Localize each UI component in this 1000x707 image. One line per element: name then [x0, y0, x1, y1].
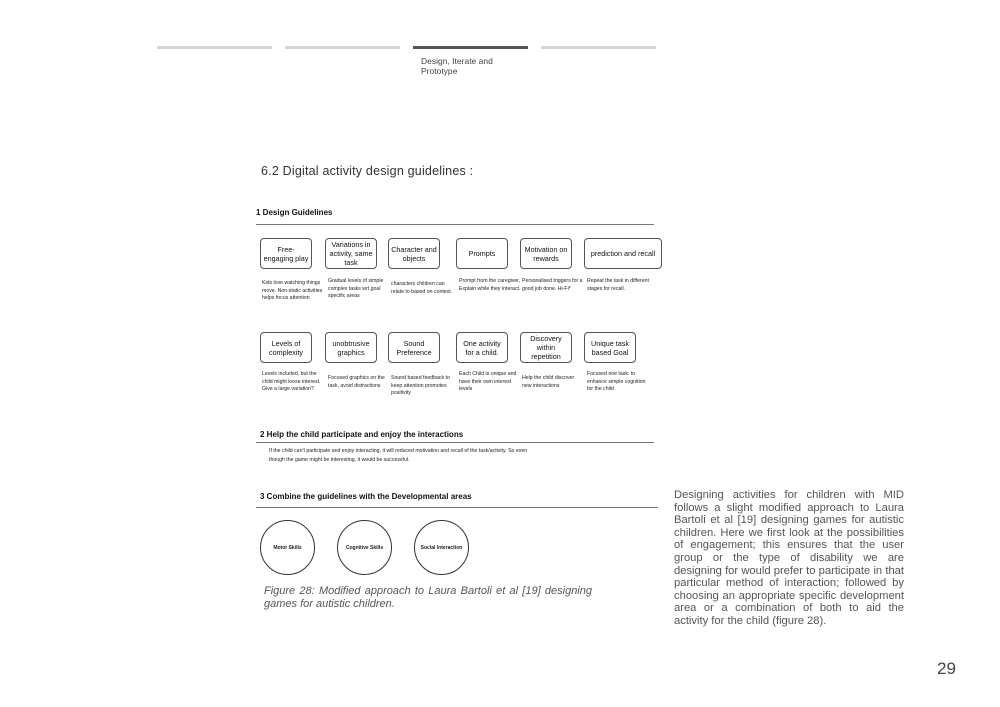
- guideline-description: Each Child is unique and have their own interest levels: [459, 371, 517, 393]
- guideline-card: One activity for a child.: [456, 332, 508, 363]
- guideline-card: Levels of complexity: [260, 332, 312, 363]
- help-text: If the child can't participate and enjoy interacting, it will reduced motivation and recall of the task/activity. So even though the game might be interesting, it would be successful.: [269, 448, 528, 463]
- guideline-description: Prompt from the caregiver, Explain while they interact.: [459, 278, 521, 292]
- guideline-card: Sound Preference: [388, 332, 440, 363]
- developmental-area-circle: Social Interaction: [414, 520, 469, 575]
- guideline-description: Focused graphics on the task, avoid distractions: [328, 375, 385, 389]
- guideline-description: Repeat the task in different stages for recall.: [587, 278, 649, 292]
- figure-caption: Figure 28: Modified approach to Laura Bartoli et al [19] designing games for autistic children.: [264, 585, 592, 610]
- guideline-card: Unique task based Goal: [584, 332, 636, 363]
- guideline-description: Gradual levels of simple complex tasks wrt goal specific areas: [328, 278, 384, 300]
- guideline-card: Variations in activity, same task: [325, 238, 377, 269]
- figure-heading-1: 1 Design Guidelines: [256, 208, 333, 217]
- page-number: 29: [937, 659, 956, 678]
- section-title: 6.2 Digital activity design guidelines :: [261, 164, 474, 178]
- guideline-card: Prompts: [456, 238, 508, 269]
- figure-heading-3: 3 Combine the guidelines with the Developmental areas: [260, 492, 472, 501]
- guideline-card: unobtrusive graphics: [325, 332, 377, 363]
- developmental-area-circle: Motor Skills: [260, 520, 315, 575]
- guideline-description: Focused one task. to enhance simple cognition for the child: [587, 371, 646, 393]
- divider: [256, 507, 658, 508]
- active-step-label: Design, Iterate and Prototype: [421, 56, 493, 76]
- progress-step-3-active: [413, 46, 528, 49]
- guideline-description: Sound based feedback to keep attention promotes positivity: [391, 375, 450, 397]
- guideline-description: characters children can relate to based on context.: [391, 281, 453, 295]
- guideline-card: Discovery within repetition: [520, 332, 572, 363]
- guideline-card: Free-engaging play: [260, 238, 312, 269]
- guideline-card: prediction and recall: [584, 238, 662, 269]
- progress-step-2: [285, 46, 400, 49]
- progress-step-1: [157, 46, 272, 49]
- guideline-description: Help the child discover new interactions: [522, 375, 575, 389]
- guideline-description: Kids love watching things move. Non-static activities helps focus attention: [262, 280, 323, 302]
- developmental-area-circle: Cognitive Skills: [337, 520, 392, 575]
- guideline-card: Character and objects: [388, 238, 440, 269]
- body-paragraph: Designing activities for children with MID follows a slight modified approach to Laura Bartoli et al [19] designing games for autistic children. Here we first look at the possibilities of engagement; this ensures that the user group or the type of disability we are designing for would prefer to participate in that particular method of interaction; followed by choosing an appropriate specific development area or a combination of both to aid the activity for the child (figure 28).: [674, 489, 904, 627]
- divider: [256, 442, 654, 443]
- figure-heading-2: 2 Help the child participate and enjoy the interactions: [260, 430, 464, 439]
- guideline-description: Personalised triggers for a good job done. Hi-Fi*: [522, 278, 583, 292]
- divider: [256, 224, 654, 225]
- guideline-description: Levels included, but the child might loose interest. Give a large variation?: [262, 371, 321, 393]
- guideline-card: Motivation on rewards: [520, 238, 572, 269]
- progress-step-4: [541, 46, 656, 49]
